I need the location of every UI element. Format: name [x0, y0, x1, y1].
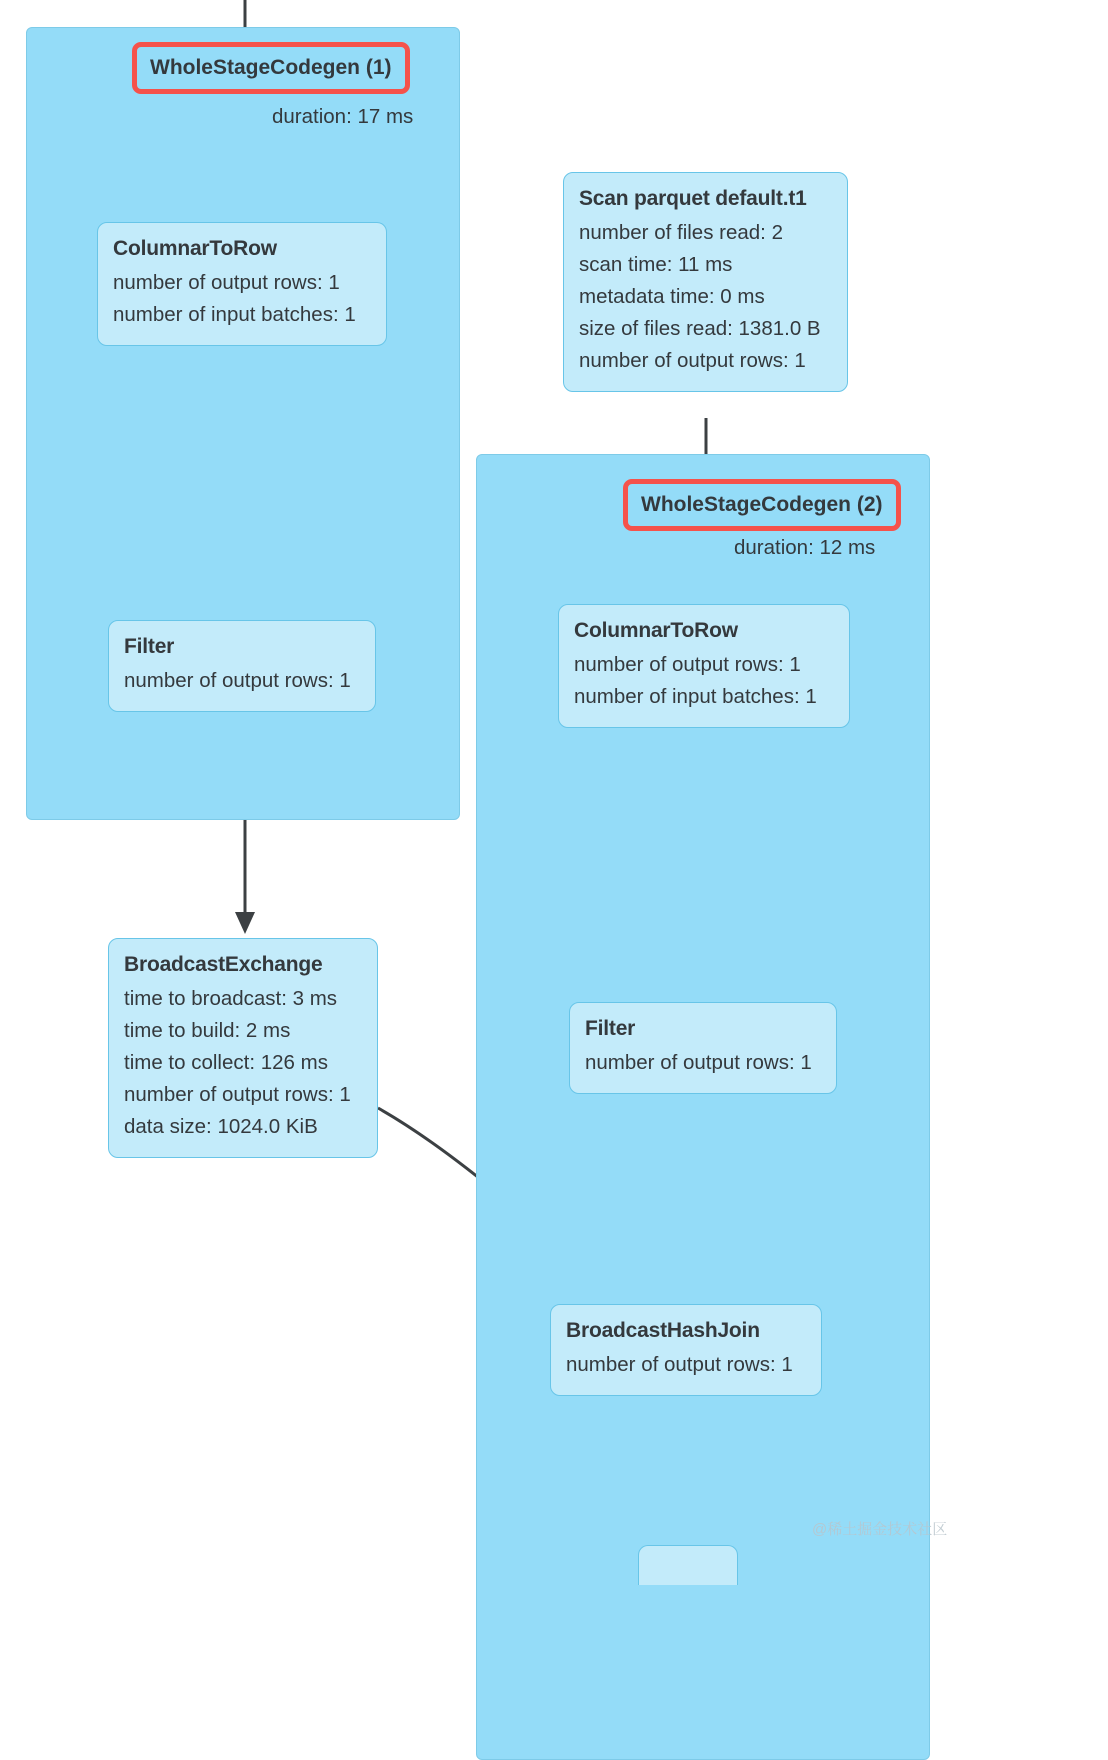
metric-row: number of output rows: 1 — [566, 1353, 793, 1376]
node-title: Scan parquet default.t1 — [579, 187, 807, 210]
node-metrics — [566, 1349, 807, 1381]
metric-row: number of output rows: 1 — [124, 1083, 351, 1106]
cluster-label-wholestagecodegen-2[interactable]: WholeStageCodegen (2) — [623, 479, 901, 531]
node-title: Filter — [124, 635, 175, 658]
node-metrics — [579, 217, 833, 377]
metric-row: number of output rows: 1 — [579, 349, 806, 372]
metric-row: scan time: 11 ms — [579, 253, 733, 276]
cluster-duration-wholestagecodegen-2: duration: 12 ms — [734, 536, 876, 559]
node-metrics — [574, 649, 835, 713]
node-metrics — [585, 1047, 822, 1079]
node-next-partial[interactable] — [638, 1545, 738, 1585]
metric-row: time to collect: 126 ms — [124, 1051, 328, 1074]
node-filter-2[interactable] — [569, 1002, 837, 1094]
node-filter-1[interactable] — [108, 620, 376, 712]
watermark: @稀土掘金技术社区 — [812, 1521, 948, 1538]
metric-row: number of files read: 2 — [579, 221, 783, 244]
metric-row: number of output rows: 1 — [113, 271, 340, 294]
cluster-label-wholestagecodegen-1[interactable]: WholeStageCodegen (1) — [132, 42, 410, 94]
node-metrics — [113, 267, 372, 331]
node-title: BroadcastHashJoin — [566, 1319, 760, 1342]
node-title: Filter — [585, 1017, 636, 1040]
node-columnartorow-1[interactable] — [97, 222, 387, 346]
node-metrics — [124, 665, 361, 697]
cluster-duration-wholestagecodegen-1: duration: 17 ms — [272, 105, 414, 128]
node-title: ColumnarToRow — [574, 619, 738, 642]
metric-row: time to build: 2 ms — [124, 1019, 291, 1042]
node-title: ColumnarToRow — [113, 237, 277, 260]
metric-row: time to broadcast: 3 ms — [124, 987, 338, 1010]
node-title: BroadcastExchange — [124, 953, 323, 976]
node-broadcasthashjoin[interactable] — [550, 1304, 822, 1396]
metric-row: data size: 1024.0 KiB — [124, 1115, 318, 1138]
node-scan-parquet[interactable] — [563, 172, 848, 392]
node-columnartorow-2[interactable] — [558, 604, 850, 728]
metric-row: metadata time: 0 ms — [579, 285, 765, 308]
node-broadcastexchange[interactable] — [108, 938, 378, 1158]
metric-row: number of output rows: 1 — [124, 669, 351, 692]
metric-row: number of input batches: 1 — [574, 685, 817, 708]
metric-row: size of files read: 1381.0 B — [579, 317, 821, 340]
metric-row: number of input batches: 1 — [113, 303, 356, 326]
metric-row: number of output rows: 1 — [585, 1051, 812, 1074]
metric-row: number of output rows: 1 — [574, 653, 801, 676]
node-metrics — [124, 983, 363, 1143]
